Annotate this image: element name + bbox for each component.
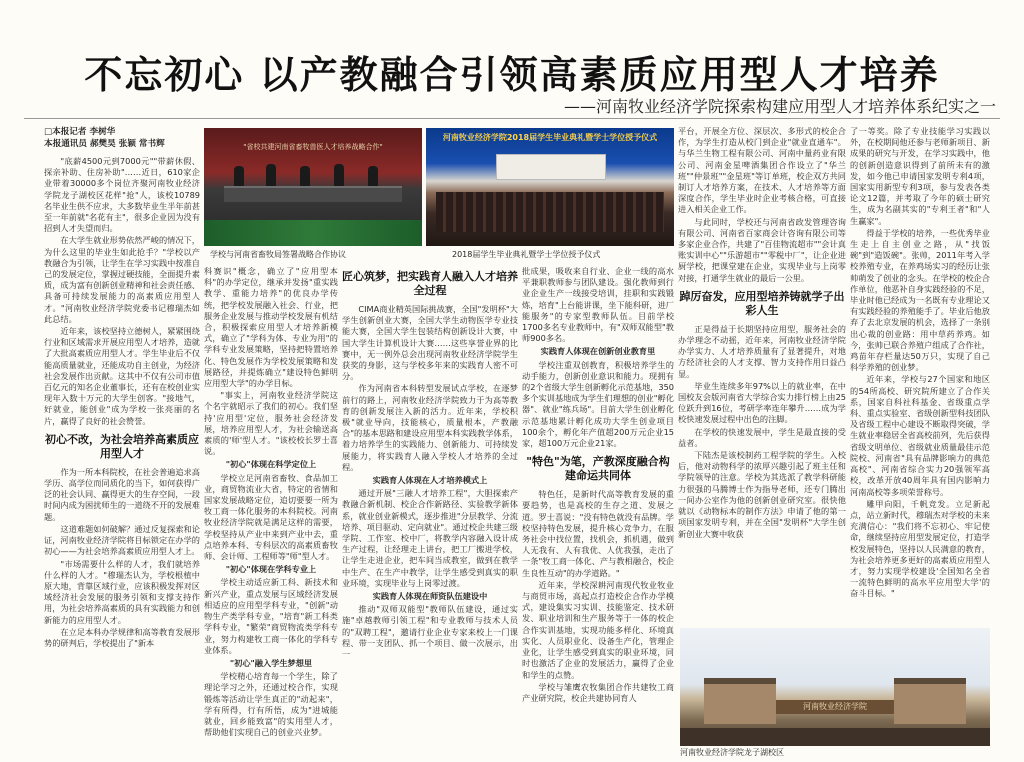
photo-banner-text: "省校共建河南省畜牧兽医人才培养战略合作": [243, 143, 383, 151]
paragraph: 学校与雏鹰农牧集团合作共建牧工商产业研究院，校企共建协同育人: [522, 681, 674, 703]
column-6: [850, 126, 990, 626]
paragraph: 近年来，学校与27个国家和地区的54所高校、研究院所建立了合作关系，国家自科社科基金、省级重点学科、重点实验室、省级创新型科技团队及省级工程中心建设不断取得突破，学生就业率稳居全省高校前列，先后获得省级文明单位、省级就业质量最佳示范院校、河南省"具有品牌影响力的典范高校"、河南省综合实力20强领军高校，改革开放40周年具有国内影响力河南高校等多项荣誉称号。: [850, 374, 990, 497]
paragraph: 科赛识"概念，确立了"应用型本科"的办学定位，继承并发扬"重实践教学、重能力培养"的优良办学传统，把学校发展融入社会、行业，把服务企业发展与推动学校发展有机结合，积极探索应用型人才培养新模式，确立了"学科为体、专业为用"的学科专业发展策略，坚持把特置培养化、特色发展作为学校发展策略和发展路径，并提炼确立"建设特色鲜明应用型大学"的办学目标。: [204, 266, 338, 389]
column-3: [342, 266, 518, 756]
paragraph: 近年来，学校深耕河南现代牧业牧业与商贸市场，高起点打造校企合作办学模式，建设集实习实训、技能鉴定、技术研发、职业培训和生产服务等于一体的校企合作实训基地，实现功能多样化、环境真实化、人员职业化、设备生产化，管理企业化，让学生感受到真实的职业环境，同时也激活了企业的发展活力，赢得了企业和学生的点赞。: [522, 579, 674, 680]
paragraph: 得益于学校的培养，一些优秀毕业生走上自主创业之路，从"找饭碗"到"造饭碗"。张帅，2011年考入学校养殖专业，在养鸡场实习的经历让张帅萌发了创业的念头。在学校的校企合作单位，他恶补自身实践经验的不足，毕业时他已经成为一名既有专业理论又有实践经验的养殖能手了。毕业后他放弃了去北京发展的机会，选择了一条别出心裁的创业路：用中草药养鸡。如今，张帅已联合养殖户组成了合作社，鸡苗年存栏量达50万只，实现了自己科学养殖的创业梦。: [850, 227, 990, 373]
person-figure: [266, 164, 276, 186]
person-figure: [334, 164, 344, 186]
paragraph: 近年来，该校坚持立德树人，紧紧围绕行业和区域需求开展应用型人才培养，造就了大批高素质应用型人才。学生毕业后不仅能高质量就业，还能成功自主创业，为经济社会发展作出贡献。这其中不仅有公司市值百亿元的知名企业董事长，还有在校创业实现年入数十万元的大学生创客。"接地气，好就业，能创业"成为学校一张亮丽的名片，赢得了良好的社会赞誉。: [44, 326, 200, 426]
paragraph: 在大学生就业形势依然严峻的情况下，为什么这里的毕业生如此抢手？"学校以产教融合为引领，让学生在学习实践中按准自己的发展定位，掌握过硬技能，全面提升素质，成为富有创新创业精神和社会责任感、具备可持续发展能力的高素质应用型人才。"河南牧业经济学院党委书记穆瑞杰如此总结。: [44, 235, 200, 324]
column-2: [204, 266, 338, 756]
column-4: [522, 266, 674, 756]
photo-campus-gate: [680, 628, 990, 746]
paragraph: 毕业生连续多年97%以上的就业率，在中国校友会版河南省大学综合实力排行榜上由25位跃升到16位，考研学率连年攀升……成为学校快速发展过程中出色的注脚。: [678, 380, 846, 425]
subheading: "初心"融入学生梦想里: [229, 657, 313, 668]
byline: [44, 126, 200, 150]
paragraph: 作为河南省本科转型发展试点学校，在逐梦前行的路上，河南牧业经济学院致力于为高等教育的创新发展注入新的活力。近年来，学校积极"就业导向，技能核心，质量根本，产教融合"的基本思路和建设应用型本科实践教学体系，着力培养学生的实践能力、创新能力、可持续发展能力，将实践育人融入学校人才培养的全过程。: [342, 383, 518, 472]
gate-sign: 河南牧业经济学院: [776, 700, 894, 714]
paragraph: 下陆杰是该校制药工程学院的学生。入校后，他对动物科学的浓厚兴趣引起了班主任和学院领导的注意。学校为其选派了教学科研能力很强的马腾博士作为指导老师，还专门腾出一间办公室作为他的创新创业研究室。很快他就以《动物标本的制作方法》申请了他的第一项国家发明专利，并在全国"发明杯"大学生创新创业大赛中收获: [678, 450, 846, 539]
paragraph: 正是得益于长期坚持应用型，服务社会的办学理念不动摇，近年来，河南牧业经济学院办学实力、人才培养质量有了显著提升，对地方经济社会的人才支撑、智力支持作用日益凸显。: [678, 323, 846, 379]
person-figure: [368, 166, 378, 186]
graduates-crowd: [436, 192, 664, 232]
paragraph: 通过开展"三融人才培养工程"，大胆探索产教融合新机制、校企合作新路径、实验教学新体系，就业创业新模式，逐步推进"分层教学、分流培养、项目驱动、定向就业"。通过校企共建三级学院、工作室、校中厂，将教学内容融入设计成生产过程，让经理走上讲台，把工厂搬进学校，让学生走进企业，把车间当成教室，做到在教学中生产、在生产中教学，让学生感受到真实的职业环境，实现毕业与上岗零过渡。: [342, 488, 518, 588]
section-heading: "特色"为笔，产教深度融合构建命运共同体: [526, 455, 670, 483]
paragraph: 作为一所本科院校，在社会普遍追求高学历、高学位而同质化的当下，如何获得广泛的社会认同、赢得更大的生存空间，一段时间内成为困扰师生的一道绕不开的发展难题。: [44, 466, 200, 522]
stage-screen: [496, 154, 606, 180]
subheading: 实践育人体现在师资队伍建设中: [372, 591, 488, 602]
photo-banner-text: 河南牧业经济学院2018届学生毕业典礼暨学士学位授予仪式: [442, 133, 658, 142]
paragraph: 这道难题如何破解？通过反复探索和论证，河南牧业经济学院将目标锁定在办学的初心——为社会培养高素质应用型人才上。: [44, 523, 200, 557]
paragraph: 在立足本科办学规律和高等教育发展形势的研判后，学校提出了"新本: [44, 626, 200, 648]
paragraph: 特色任，是新时代高等教育发展的重要趋势，也是高校的生存之道、发展之道。罗士喜说："没有特色就没有品牌。学校坚持特色发展，提升核心竞争力，在服务社会中找位置，找机会，抓机遇，做到人无我有、人有我优、人优我强，走出了一条"牧工商一体化、产与教相融合，校企生良性互动"的办学道路。": [522, 489, 674, 578]
paragraph: 学校主动适应新工科、新技术和新兴产业，重点发展与区域经济发展相适应的应用型学科专业，"创新"动物生产类学科专业，"培育"新工科类学科专业，"繁荣"商贸物流类学科专业，努力构建牧工商一体化的学科专业体系。: [204, 577, 338, 655]
column-1: [44, 126, 200, 756]
paragraph: 平台，开展全方位、深层次、多形式的校企合作，为学生打造从校门到企业"就业直通车"。与华兰生物工程有限公司、河南中量药业有限公司、河南金星啤酒集团合作设立了"华兰班""仲景班""金星班"等订单班，校企双方共同制订人才培养方案，在技术、人才培养等方面深度合作，学生毕业时企业考核合格，可直接进入相关企业工作。: [678, 126, 846, 215]
header-divider: [24, 118, 1000, 119]
column-5: [678, 126, 846, 626]
paragraph: "底薪4500元到7000元""带薪休假、探亲补助、住房补助"……近日，610家企业带着30000多个岗位齐聚河南牧业经济学院龙子湖校区花样"抢"人，该校10789名毕业生供不应求，大多数毕业生半年前甚至一年前就"名花有主"，很多企业因为没有招到人才失望而归。: [44, 156, 200, 234]
paragraph: 与此同时，学校还与河南省政发管理咨询有限公司、河南省百家商会计咨询有限公司等多家企业合作，共建了"百佳物流超市""会计真账实训中心""乐游超市""零税中厂"，让企业进厨学校，把课堂建在企业，实现毕业与上岗零对接，打通学生就业的最后一公里。: [678, 216, 846, 283]
paragraph: 学校注重双创教育，积极培养学生的动手能力，创新创业意识和能力。现拥有的2个省级大学生创新孵化示范基地，350多个实训基地成为学生们理想的创业"孵化器"、就业"练兵场"。目前大学生创业孵化示范基地累计孵化成功大学生创业项目100余个，孵化年产值超200万元企业15家，超100万元企业21家。: [522, 359, 674, 449]
headline: 不忘初心 以产教融合引领高素质应用型人才培养: [84, 52, 940, 97]
paragraph: 学校立足河南省畜牧、食品加工业，商贸物流业大省，特定的省情和国家发展战略定位，追切要要一所为牧工商一体化服务的本科院校。河南牧业经济学院就是满足这样的需要，学校坚持从产业中来到产业中去，重点培养本科、专科层次的高素质畜牧师、会计师、工程师等"师"型人才。: [204, 472, 338, 562]
subheading: 实践育人体现在人才培养模式上: [372, 475, 488, 486]
plant-decoration: [204, 220, 422, 246]
photo-caption: 河南牧业经济学院龙子湖校区: [680, 748, 784, 757]
subheading: "初心"体现在学科专业上: [225, 564, 317, 575]
gate-pavilion-right: [894, 678, 966, 724]
section-heading: 匠心筑梦，把实践育人融入人才培养全过程: [342, 270, 518, 297]
byline-correspondents: 本报通讯员 郝樊昊 张颖 常书辉: [44, 139, 165, 149]
paragraph: 了一等奖。除了专业技能学习实践以外，在校期间他还参与老师新项目、新成果的研究与开发，在学习实践中，他的创新创造意识得到了前所未有的激发，如今他已申请国家发明专利4项，国家实用新型专利3项，参与发表各类论文12篇，并考取了今年的硕士研究生，成为名副其实的"专利王者"和"人生赢家"。: [850, 126, 990, 226]
subheading: 实践育人体现在创新创业教育里: [540, 346, 656, 357]
paragraph: 雕甲向阳，千帆竞发。立足新起点，站立新时代，穆瑞杰对学校的未来充满信心："我们将不忘初心、牢记使命，继续坚持应用型发展定位，打造学校发展特色，坚持以人民满意的教育，为社会培养更多更好的高素质应用型人才，努力实现学校建设'全国知名全省一流特色鲜明的高水平应用型大学'的奋斗目标。": [850, 498, 990, 599]
photo-caption: 2018届学生毕业典礼暨学士学位授予仪式: [452, 250, 601, 259]
paragraph: "事实上，河南牧业经济学院这个名字就昭示了我们的初心。我们坚持'应用型'定位，服务社会经济发展，培养应用型人才，为社会输送高素质的'师'型人才。"该校校长罗士喜说。: [204, 390, 338, 457]
photo-caption: 学校与河南省畜牧局签署战略合作协议: [210, 250, 346, 259]
person-figure: [234, 166, 244, 186]
paragraph: 推动"双师双能型"教师队伍建设，通过实施"卓越教师引领工程"和专业教师与技术人员的"双聘工程"，邀请行业企业专家来校上一门课程、带一支团队、抓一个项目、做一次展示，出一: [342, 604, 518, 660]
photo-signing-ceremony: [204, 128, 422, 246]
section-heading: 初心不改，为社会培养高素质应用型人才: [45, 432, 199, 460]
paragraph: 学校精心培育每一个学生，除了理论学习之外，还通过校合作，实现锻炼等活动让学生真正的"动起来"，学有所得，行有所悟，成为"进城能就业，回乡能致富"的实用型人才，帮助他们实现自己的创业兴业梦。: [204, 671, 338, 738]
byline-reporter: □本报记者 李树华: [44, 127, 116, 137]
paragraph: 批成果，吸收来自行业、企业一线的高水平兼职教师参与团队建设。强化教师到行业企业生产一线接受培训，挂职和实践锻炼，培育"上台能讲课，坐下能科研，进厂能服务"的专家型教师队伍。目前学校1700多名专业教师中，有"双师双能型"教师900多名。: [522, 266, 674, 344]
gate-pavilion-left: [704, 678, 776, 724]
signing-table: [224, 186, 402, 202]
person-figure: [300, 166, 310, 186]
plaza-ground: [680, 728, 990, 746]
subheading: "初心"体现在科学定位上: [225, 459, 317, 470]
paragraph: CIMA商业精英国际挑战赛，全国"发明杯"大学生创新创业大赛，全国大学生动物医学专业技能大赛，全国大学生包装结构创新设计大赛，中国大学生计算机设计大赛……这些享誉业界的比赛中，无一例外总会出现河南牧业经济学院学生获奖的身影，这与学校多年来的实践育人密不可分。: [342, 304, 518, 382]
paragraph: "市场需要什么样的人才，我们就培养什么样的人才。"穆瑞杰认为，学校根植中原大地，背靠区域行业，应该积极发挥对区域经济社会发展的服务引领和支撑支持作用，为社会培养高素质的具有实践能力和创新能力的应用型人才。: [44, 558, 200, 625]
paragraph: 在学校的快速发展中，学生是最直接的受益者。: [678, 426, 846, 448]
subheadline: ——河南牧业经济学院探索构建应用型人才培养体系纪实之一: [563, 97, 996, 116]
section-heading: 踔厉奋发，应用型培养铸就学子出彩人生: [679, 289, 845, 317]
photo-graduation-ceremony: [426, 128, 674, 246]
